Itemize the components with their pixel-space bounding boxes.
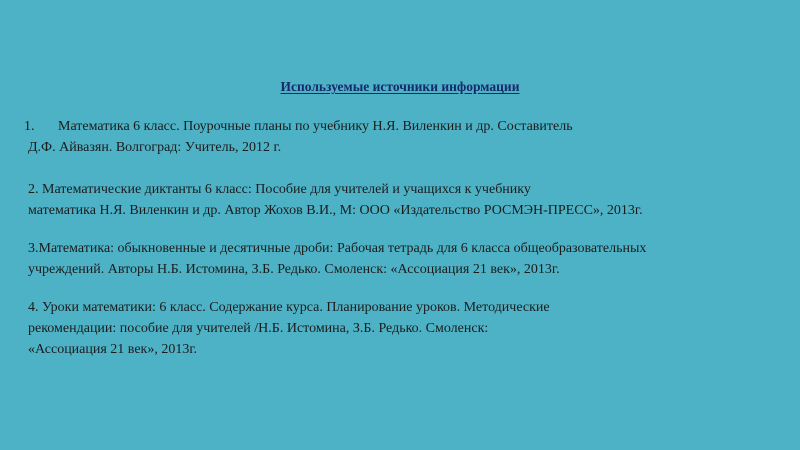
source-item-2 — [28, 179, 788, 221]
source-item-1 — [24, 116, 788, 158]
source-4-line-1: 4. Уроки математики: 6 класс. Содержание курса. Планирование уроков. Методические — [28, 300, 550, 315]
source-1-line-1-text: Математика 6 класс. Поурочные планы по учебнику Н.Я. Виленкин и др. Составитель — [58, 119, 573, 134]
source-3-line-2: учреждений. Авторы Н.Б. Истомина, З.Б. Редько. Смоленск: «Ассоциация 21 век», 2013г. — [28, 262, 560, 277]
source-item-3 — [28, 238, 788, 280]
source-4-line-2: рекомендации: пособие для учителей /Н.Б. Истомина, З.Б. Редько. Смоленск: — [28, 321, 489, 336]
source-1-line-2: Д.Ф. Айвазян. Волгоград: Учитель, 2012 г. — [28, 140, 282, 155]
source-4-line-3: «Ассоциация 21 век», 2013г. — [28, 342, 198, 357]
source-1-number: 1. — [24, 119, 35, 134]
slide-title: Используемые источники информации — [280, 79, 520, 94]
source-2-line-2: математика Н.Я. Виленкин и др. Автор Жохов В.И., М: ООО «Издательство РОСМЭН-ПРЕСС», 2013г. — [28, 203, 643, 218]
source-1-line-1 — [24, 116, 788, 137]
source-3-line-1: 3.Математика: обыкновенные и десятичные дроби: Рабочая тетрадь для 6 класса общеобразовательных — [28, 241, 647, 256]
source-2-line-1: 2. Математические диктанты 6 класс: Пособие для учителей и учащихся к учебнику — [28, 182, 531, 197]
source-item-4 — [28, 297, 788, 360]
